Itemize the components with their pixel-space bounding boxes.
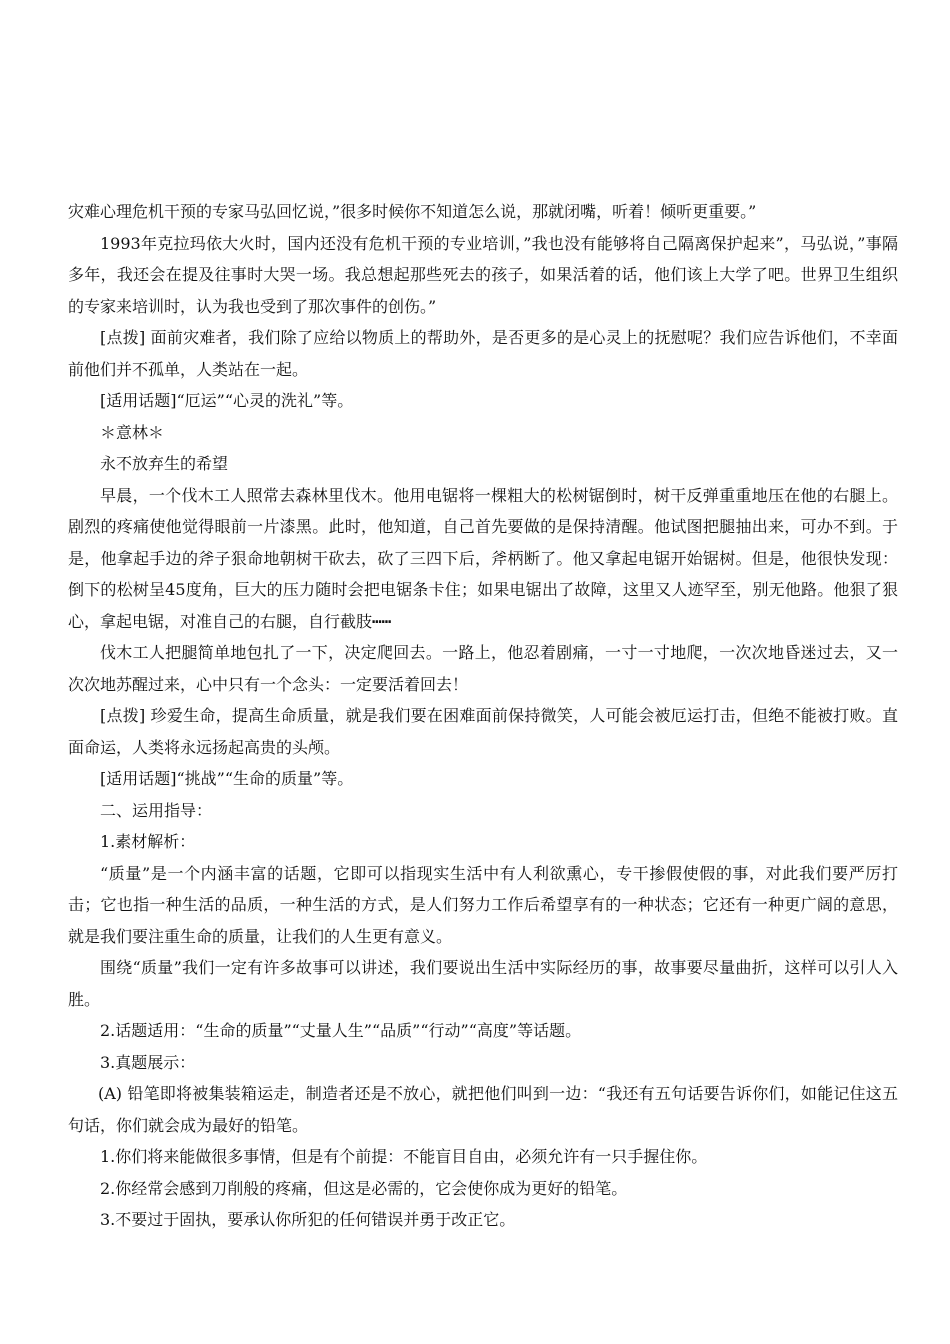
paragraph-crawl-back: 伐木工人把腿简单地包扎了一下，决定爬回去。一路上，他忍着剧痛，一寸一寸地爬，一次次地昏迷过去，又一次次地苏醒过来，心中只有一个念头：一定要活着回去！ bbox=[68, 643, 898, 694]
list-item-1: 1.你们将来能做很多事情，但是有个前提：不能盲目自由，必须允许有一只手握住你。 bbox=[100, 1147, 708, 1166]
paragraph-topic-2: [适用话题]“挑战”“生命的质量”等。 bbox=[100, 769, 354, 788]
story-title: 永不放弃生的希望 bbox=[100, 454, 229, 473]
paragraph-comment-2: [点拨] 珍爱生命，提高生命质量，就是我们要在困难面前保持微笑，人可能会被厄运打击，但绝不能被打败。直面命运，人类将永远扬起高贵的头颅。 bbox=[68, 706, 898, 757]
paragraph-topic-1: [适用话题]“厄运”“心灵的洗礼”等。 bbox=[100, 391, 354, 410]
paragraph-topics: 2.话题适用：“生命的质量”“丈量人生”“品质”“行动”“高度”等话题。 bbox=[100, 1021, 582, 1040]
paragraph-kelamayi: 1993年克拉玛依大火时，国内还没有危机干预的专业培训，”我也没有能够将自己隔离保护起来”，马弘说，”事隔多年，我还会在提及往事时大哭一场。我总想起那些死去的孩子，如果活着的话，他们该上大学了吧。世界卫生组织的专家来培训时，认为我也受到了那次事件的创伤。” bbox=[68, 233, 898, 316]
paragraph-continuation: 灾难心理危机干预的专家马弘回忆说，”很多时候你不知道怎么说，那就闭嘴，听着！倾听更重要。” bbox=[68, 202, 757, 221]
document-page bbox=[68, 196, 898, 1236]
paragraph-stories: 围绕“质量”我们一定有许多故事可以讲述，我们要说出生活中实际经历的事，故事要尽量曲折，这样可以引人入胜。 bbox=[68, 958, 898, 1009]
list-item-3: 3.不要过于固执，要承认你所犯的任何错误并勇于改正它。 bbox=[100, 1210, 516, 1229]
list-item-2: 2.你经常会感到刀削般的疼痛，但这是必需的，它会使你成为更好的铅笔。 bbox=[100, 1178, 628, 1198]
section-heading-guidance: 二、运用指导： bbox=[100, 800, 213, 820]
subheading-analysis: 1.素材解析： bbox=[100, 832, 196, 851]
paragraph-lumberjack: 早晨，一个伐木工人照常去森林里伐木。他用电锯将一棵粗大的松树锯倒时，树干反弹重重地压在他的右腿上。剧烈的疼痛使他觉得眼前一片漆黑。此时，他知道，自己首先要做的是保持清醒。他试图把腿抽出来，可办不到。于是，他拿起手边的斧子狠命地朝树干砍去，砍了三四下后，斧柄断了。他又拿起电锯开始锯树。但是，他很快发现：倒下的松树呈45度角，巨大的压力随时会把电锯条卡住；如果电锯出了故障，这里又人迹罕至，别无他路。他狠了狠心，拿起电锯，对准自己的右腿，自行截肢┅┅ bbox=[68, 485, 898, 631]
paragraph-pencil: (A) 铅笔即将被集装箱运走，制造者还是不放心，就把他们叫到一边：“我还有五句话要告诉你们，如能记住这五句话，你们就会成为最好的铅笔。 bbox=[68, 1084, 898, 1135]
paragraph-quality: “质量”是一个内涵丰富的话题，它即可以指现实生活中有人利欲熏心，专干掺假使假的事，对此我们要严厉打击；它也指一种生活的品质，一种生活的方式，是人们努力工作后希望享有的一种状态；它还有一种更广阔的意思，就是我们要注重生命的质量，让我们的人生更有意义。 bbox=[68, 863, 898, 946]
section-heading-yilin: ＊意林＊ bbox=[100, 422, 165, 442]
subheading-exam: 3.真题展示： bbox=[100, 1052, 196, 1072]
paragraph-comment-1: [点拨] 面前灾难者，我们除了应给以物质上的帮助外，是否更多的是心灵上的抚慰呢？我们应告诉他们，不幸面前他们并不孤单，人类站在一起。 bbox=[68, 328, 898, 379]
